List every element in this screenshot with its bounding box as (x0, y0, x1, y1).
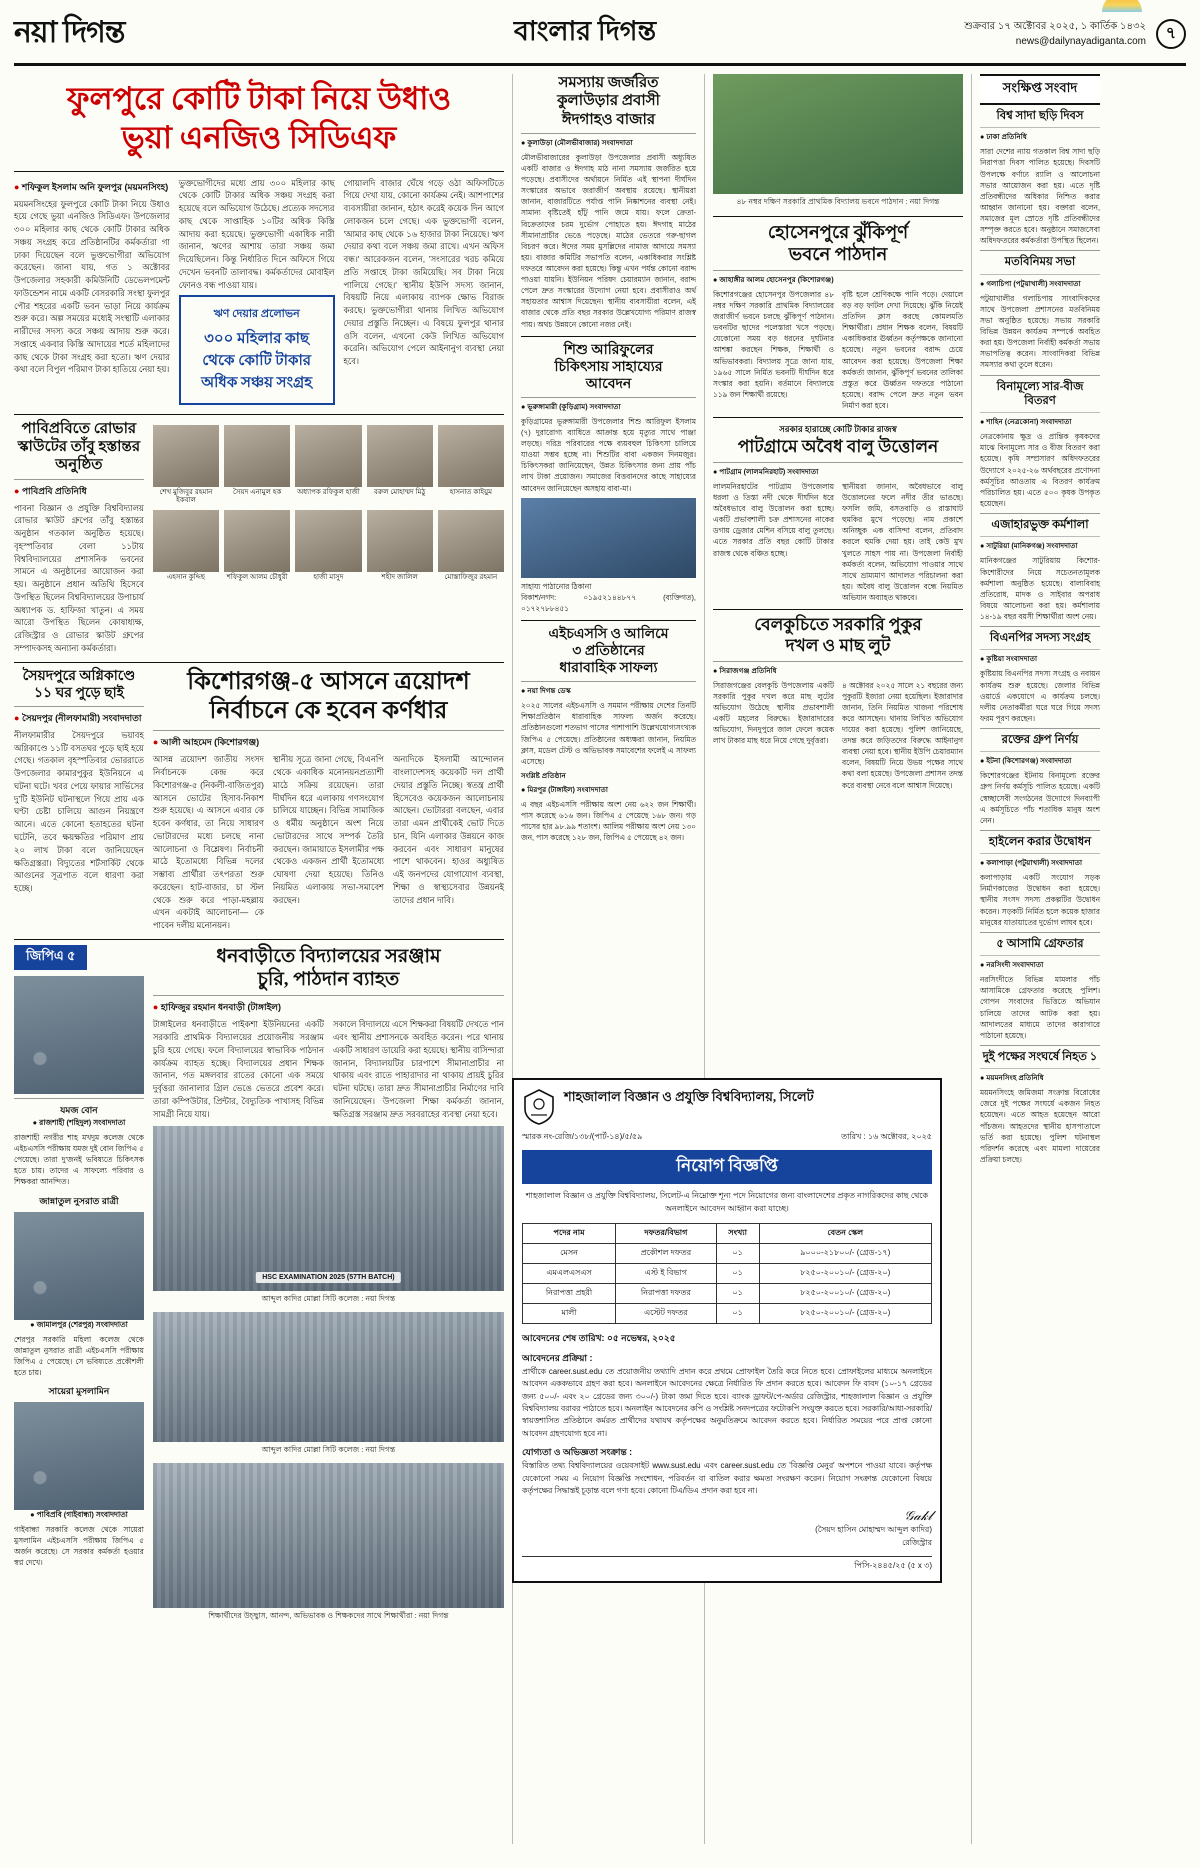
lead-col-1: ময়মনসিংহের ফুলপুরে কোটি টাকা নিয়ে উধাও হয়ে গেছে ভুয়া এনজিও সিডিএফ। উপজেলার ৩০০ মহিলার কাছ থেকে কোটি টাকার অধিক সঞ্চয় সংগ্রহ করে প্রতিষ্ঠানটির কর্মকর্তারা গা ঢাকা দিয়েছেন বলে ভুক্তভোগীরা অভিযোগ করেছেন। জানা যায়, গত ১ অক্টোবর উপজেলার সহকারী কমিউনিটি ডেভেলপমেন্ট ফাউন্ডেশন নামে একটি বেসরকারি সংস্থা ফুলপুর পৌর শহরের একটি ভবন ভাড়া নিয়ে কার্যক্রম শুরু করে। অল্প সময়ের মধ্যেই সংস্থাটি এলাকার নারীদের সদস্য করে সঞ্চয় আদায় শুরু করে। সপ্তাহে একবার কিস্তি আদায়ের শর্তে মহিলাদের কাছ থেকে টাকা সংগ্রহ করা হতো। ঋণ দেয়ার কথা বলে বিপুল পরিমাণ টাকা হাতিয়ে নেয়া হয়। (14, 198, 170, 375)
brief-news-item: বিএনপির সদস্য সংগ্রহ ● কুষ্টিয়া সংবাদদাতা কুষ্টিয়ায় বিএনপির সদস্য সংগ্রহ ও নবায়ন কার্যক্রম শুরু হয়েছে। জেলার বিভিন্ন ওয়ার্ডে একযোগে এ কার্যক্রম চলছে। দলীয় নেতাকর্মীরা ঘরে ঘরে গিয়ে সদস্য ফরম পূরণ করছেন। (980, 632, 1100, 723)
portrait-row-2 (153, 510, 504, 582)
kishoreganj-col-2: স্থানীয় সূত্রে জানা গেছে, বিএনপি থেকে একাধিক মনোনয়নপ্রত্যাশী মাঠে সক্রিয় রয়েছেন। তারা দীর্ঘদিন ধরে এলাকায় গণসংযোগ চালিয়ে যাচ্ছেন। বিভিন্ন সামাজিক ও ধর্মীয় অনুষ্ঠানে অংশ নিয়ে ভোটারদের সাথে সম্পর্ক তৈরি করছেন। জামায়াতে ইসলামীর পক্ষ থেকেও একজন প্রার্থী ইতোমধ্যে ঘোষণা দেয়া হয়েছে। তিনিও নিয়মিত এলাকায় সভা-সমাবেশ করছেন। (272, 754, 384, 905)
portrait-item: মোস্তাফিজুর রহমান (438, 510, 504, 582)
kishoreganj-headline: কিশোরগঞ্জ-৫ আসনে ত্রয়োদশ নির্বাচনে কে হবেন কর্ণধার (187, 668, 470, 724)
brief-news-item: বিশ্ব সাদা ছড়ি দিবস ● ঢাকা প্রতিনিধি সারা দেশের ন্যায় গতকাল বিশ্ব সাদা ছড়ি নিরাপত্তা দিবস পালিত হয়েছে। দিবসটি উপলক্ষে বর্ণাঢ্য র‍্যালি ও আলোচনা সভার আয়োজন করা হয়। এতে দৃষ্টি প্রতিবন্ধীদের অধিকার নিশ্চিত করার আহ্বান জানানো হয়। বক্তারা বলেন, সমাজের মূল স্রোতে দৃষ্টি প্রতিবন্ধীদের সম্পৃক্ত করতে হবে। অনুষ্ঠানে সমাজসেবা অধিদফতরের কর্মকর্তারা উপস্থিত ছিলেন। (980, 110, 1100, 246)
patgram-col-2: স্থানীয়রা জানান, অবৈধভাবে বালু উত্তোলনের ফলে নদীর তীর ভাঙছে। ফসলি জমি, বসতবাড়ি ও রাস্তাঘাট হুমকির মুখে পড়েছে। নাম প্রকাশে অনিচ্ছুক এক বাসিন্দা বলেন, প্রতিবাদ করলে হুমকি দেয়া হয়। তাই কেউ মুখ খুলতে সাহস পায় না। উপজেলা নির্বাহী কর্মকর্তা বলেন, অভিযোগ পাওয়ার সাথে সাথে ভ্রাম্যমাণ আদালত পরিচালনা করা হয়। অবৈধ বালু উত্তোলন বন্ধে নিয়মিত অভিযান অব্যাহত থাকবে। (842, 481, 963, 602)
ad-university-name: শাহজালাল বিজ্ঞান ও প্রযুক্তি বিশ্ববিদ্যালয়, সিলেট (564, 1089, 814, 1104)
kulaura-byline: ● কুলাউড়া (মৌলভীবাজার) সংবাদদাতা (521, 137, 633, 147)
kulaura-headline: সমস্যায় জর্জরিত কুলাউড়ার প্রবাসী ঈদগাহও বাজার (557, 75, 660, 128)
kishoreganj-block (14, 668, 504, 932)
hsc-batch-photo (153, 1126, 504, 1291)
shishu-text: কুড়িগ্রামের ভূরুঙ্গামারী উপজেলার শিশু আরিফুল ইসলাম (৭) দুরারোগ্য ব্যাধিতে আক্রান্ত হয়ে মৃত্যুর সাথে পাঞ্জা লড়ছে। দরিদ্র পরিবারের পক্ষে ব্যয়বহুল চিকিৎসা চালিয়ে যাওয়া সম্ভব হচ্ছে না। শিশুটির বাবা একজন দিনমজুর। চিকিৎসকরা জানিয়েছেন, উন্নত চিকিৎসার জন্য প্রায় পাঁচ লাখ টাকা প্রয়োজন। সমাজের বিত্তবানদের কাছে সাহায্যের আবেদন জানিয়েছেন অসহায় বাবা-মা। (521, 416, 696, 493)
belkuchi-byline: ● সিরাজগঞ্জ প্রতিনিধি (713, 665, 777, 675)
masthead (14, 10, 1186, 66)
recruitment-advertisement (512, 1078, 942, 1583)
ad-intro: শাহজালাল বিজ্ঞান ও প্রযুক্তি বিশ্ববিদ্যালয়, সিলেট-এ নিম্নোক্ত শূন্য পদে নিয়োগের জন্য বাংলাদেশের প্রকৃত নাগরিকদের কাছ থেকে অনলাইনে আবেদন আহ্বান করা যাচ্ছে। (525, 1191, 929, 1213)
issue-date: শুক্রবার ১৭ অক্টোবর ২০২৫, ১ কার্তিক ১৪৩২ (964, 20, 1146, 32)
portrait-item: হাসনাত কাইয়ুম (438, 425, 504, 506)
dhanbari-section (153, 945, 504, 1625)
portrait-item: শহীদ জালিল (367, 510, 433, 582)
rover-byline: ● পাবিপ্রবি প্রতিনিধি (14, 485, 87, 496)
gpa-text: শেরপুর সরকারি মহিলা কলেজ থেকে জান্নাতুল নুসরাত রাত্রী এইচএসসি পরীক্ষায় জিপিএ ৫ পেয়েছে। সে ভবিষ্যতে প্রকৌশলী হতে চায়। (14, 1334, 144, 1377)
brief-news-item: ৫ আসামি গ্রেফতার ● নরসিংদী সংবাদদাতা নরসিংদীতে বিভিন্ন মামলার পাঁচ আসামিকে গ্রেফতার করেছে পুলিশ। গোপন সংবাদের ভিত্তিতে অভিযান চালিয়ে তাদের আটক করা হয়। আদালতের মাধ্যমে তাদের কারাগারে পাঠানো হয়েছে। (980, 937, 1100, 1040)
hossainpur-col-1: কিশোরগঞ্জের হোসেনপুর উপজেলার ৪৮ নম্বর দক্ষিণ সরকারি প্রাথমিক বিদ্যালয়ের জরাজীর্ণ ভবনে চলছে ঝুঁকিপূর্ণ পাঠদান। ভবনটির ছাদের পলেস্তারা খসে পড়ছে। যেকোনো সময় বড় ধরনের দুর্ঘটনার আশঙ্কা করছেন শিক্ষক, শিক্ষার্থী ও অভিভাবকরা। বিদ্যালয় সূত্রে জানা যায়, ১৯৬৫ সালে নির্মিত ভবনটি দীর্ঘদিন ধরে সংস্কার করা হয়নি। বর্তমানে বিদ্যালয়ে ১১৯ জন শিক্ষার্থী রয়েছে। (713, 289, 834, 399)
dhanbari-col-2: সকালে বিদ্যালয়ে এসে শিক্ষকরা বিষয়টি দেখতে পান এবং স্থানীয় প্রশাসনকে অবহিত করেন। পরে থানায় একটি সাধারণ ডায়েরি করা হয়েছে। স্থানীয় বাসিন্দারা জানান, বিদ্যালয়টির চারপাশে সীমানাপ্রাচীর না থাকায় এবং রাতে পাহারাদার না থাকায় প্রায়ই চুরির ঘটনা ঘটছে। তারা দ্রুত সীমানাপ্রাচীর নির্মাণের দাবি জানিয়েছেন। উপজেলা শিক্ষা কর্মকর্তা জানান, ক্ষতিগ্রস্ত সরঞ্জাম দ্রুত সরবরাহের ব্যবস্থা নেয়া হবে। (332, 1019, 504, 1119)
students-photo-caption: শিক্ষার্থীদের উচ্ছ্বাস, আনন্দ, অভিভাবক ও শিক্ষকদের সাথে শিক্ষার্থীরা : নয়া দিগন্ত (208, 1611, 449, 1621)
students-photo (153, 1463, 504, 1608)
belkuchi-col-2: ৪ অক্টোবর ২০২৫ সালে ২১ বছরের জন্য পুকুরটি ইজারা নেয়া হয়েছিল। ইজারাদার জানান, তিনি নিয়মিত খাজনা পরিশোধ করে আসছেন। থানায় লিখিত অভিযোগ দায়ের করা হয়েছে। পুলিশ জানিয়েছে, তদন্ত করে জড়িতদের বিরুদ্ধে আইনানুগ ব্যবস্থা নেয়া হবে। স্থানীয় ইউপি চেয়ারম্যান বলেন, বিষয়টি নিয়ে উভয় পক্ষের সাথে কথা বলা হয়েছে। উপজেলা প্রশাসন তদন্ত করে ব্যবস্থা নেবে বলে আশ্বাস দিয়েছে। (842, 680, 963, 790)
shishu-headline: শিশু আরিফুলের চিকিৎসায় সাহায্যের আবেদন (554, 342, 663, 392)
gpa-sub: ● পাবিপ্রবি (গাইবান্ধা) সংবাদদাতা (30, 1509, 128, 1519)
ad-qualification-heading: যোগ্যতা ও অভিজ্ঞতা সংক্রান্ত : (522, 1447, 633, 1458)
col-pay-scale: বেতন স্কেল (759, 1223, 931, 1243)
syedpur-text: নীলফামারীর সৈয়দপুরে ভয়াবহ অগ্নিকাণ্ডে ১১টি বসতঘর পুড়ে ছাই হয়ে গেছে। গতকাল বৃহস্পতিবার ভোররাতে উপজেলার কামারপুকুর ইউনিয়নে এ ঘটনা ঘটে। খবর পেয়ে ফায়ার সার্ভিসের দু’টি ইউনিট ঘটনাস্থলে গিয়ে প্রায় এক ঘণ্টা চেষ্টা চালিয়ে আগুন নিয়ন্ত্রণে আনে। এতে কোনো হতাহতের ঘটনা ঘটেনি, তবে ক্ষয়ক্ষতির পরিমাণ প্রায় ২০ লাখ টাকা বলে জানিয়েছেন ক্ষতিগ্রস্তরা। বিদ্যুতের শর্টসার্কিট থেকে আগুনের সূত্রপাত বলে ধারণা করা হচ্ছে। (14, 729, 144, 894)
portrait-row-1 (153, 425, 504, 506)
signature-mark: 𝒢𝒶𝓀𝓁 (904, 1507, 932, 1523)
hsc-institution-label: সংশ্লিষ্ট প্রতিষ্ঠান (521, 770, 566, 780)
gpa-photo (14, 1212, 144, 1320)
gpa-sub: ● রাজশাহী (শহিদুল) সংবাদদাতা (32, 1117, 126, 1127)
ad-meta (522, 1131, 932, 1144)
ad-title: নিয়োগ বিজ্ঞপ্তি (522, 1150, 932, 1184)
gpa-sub: ● জামালপুর (শেরপুর) সংবাদদাতা (30, 1319, 128, 1329)
kishoreganj-byline: ● আলী আহমেদ (কিশোরগঞ্জ) (152, 737, 260, 748)
portrait-item: শফিকুল আলম চৌধুরী (224, 510, 290, 582)
contact-email: news@dailynayadiganta.com (1015, 35, 1146, 47)
ad-date: তারিখ : ১৬ অক্টোবর, ২০২৫ (841, 1132, 932, 1141)
shishu-contact-label: সাহায্য পাঠানোর ঠিকানা (521, 581, 592, 591)
newspaper-logo (14, 8, 314, 59)
col-count: সংখ্যা (716, 1223, 759, 1243)
brief-news-item: বিনামূল্যে সার-বীজ বিতরণ ● শাহিন (নেত্রকোনা) সংবাদদাতা নেত্রকোনায় ক্ষুদ্র ও প্রান্তিক কৃষকদের মাঝে বিনামূল্যে সার ও বীজ বিতরণ করা হয়েছে। কৃষি সম্প্রসারণ অধিদফতরের উদ্যোগে ২০২৫-২৬ অর্থবছরের প্রণোদনা কর্মসূচির আওতায় এ বিতরণ কার্যক্রম পরিচালিত হয়। এতে ৫০০ কৃষক উপকৃত হয়েছেন। (980, 380, 1100, 508)
sun-icon (1102, 0, 1142, 12)
hsc-institution: ● মিরপুর (টাঙ্গাইল) সংবাদদাতা (521, 784, 608, 794)
table-row: মালী এস্টেট দফতর ০১ ৮২৫০-২০০১০/- (গ্রেড-২০) (523, 1303, 932, 1323)
hsc-photo-caption: আব্দুল কাদির মোল্লা সিটি কলেজ : নয়া দিগন্ত (261, 1294, 396, 1304)
gpa-item (14, 1194, 144, 1378)
hsc-batch-badge: HSC EXAMINATION 2025 (57TH BATCH) (256, 1272, 400, 1283)
hsc-detail: এ বছর এইচএসসি পরীক্ষায় অংশ নেয় ৬২২ জন শিক্ষার্থী। পাস করেছে ৬১৬ জন। জিপিএ ৫ পেয়েছে ১৬৮ জন। গড় পাসের হার ৯৮.৯৯ শতাংশ। আলিম পরীক্ষায় অংশ নেয় ১৩০ জন, পাস করেছে ১২৮ জন, জিপিএ ৫ পেয়েছে ৪২ জন। (521, 799, 696, 843)
lead-byline: ● শফিকুল ইসলাম অনি ফুলপুর (ময়মনসিংহ) (14, 181, 169, 192)
brief-news-item: রক্তের গ্রুপ নির্ণয় ● ইটনা (কিশোরগঞ্জ) সংবাদদাতা কিশোরগঞ্জের ইটনায় বিনামূল্যে রক্তের গ্রুপ নির্ণয় কর্মসূচি পালিত হয়েছে। একটি স্বেচ্ছাসেবী সংগঠনের উদ্যোগে দিনব্যাপী এ কর্মসূচিতে পাঁচ শতাধিক মানুষ অংশ নেন। (980, 733, 1100, 825)
gpa-photo (14, 1402, 144, 1510)
hsc-text: ২০২৫ সালের এইচএসসি ও সমমান পরীক্ষায় দেশের তিনটি শিক্ষাপ্রতিষ্ঠান ধারাবাহিক সাফল্য অর্জন করেছে। প্রতিষ্ঠানগুলো শতভাগ পাসের পাশাপাশি উল্লেখযোগ্যসংখ্যক জিপিএ ৫ পেয়েছে। প্রতিষ্ঠানের অধ্যক্ষরা জানান, নিয়মিত ক্লাস, মডেল টেস্ট ও অভিভাবক সমাবেশের ফলেই এ সাফল্য এসেছে। (521, 701, 696, 766)
brief-news-item: মতবিনিময় সভা ● গলাচিপা (পটুয়াখালী) সংবাদদাতা পটুয়াখালীর গলাচিপায় সাংবাদিকদের সাথে উপজেলা প্রশাসনের মতবিনিময় সভা অনুষ্ঠিত হয়েছে। সভায় সরকারি বিভিন্ন উন্নয়ন কার্যক্রম সম্পর্কে অবহিত করা হয়। উপজেলা নির্বাহী কর্মকর্তা সভায় সভাপতিত্ব করেন। সাংবাদিকরা বিভিন্ন সমস্যার কথা তুলে ধরেন। (980, 256, 1100, 370)
gpa-name: জান্নাতুল নুসরাত রাত্রী (39, 1195, 119, 1206)
madrasa-photo (153, 1312, 504, 1442)
table-row: মেসন প্রকৌশল দফতর ০১ ৯০০০-২১৮০০/- (গ্রেড-১৭) (523, 1243, 932, 1263)
portrait-item: অধ্যাপক রফিকুল হাজী (295, 425, 361, 506)
column-main (14, 74, 504, 1844)
university-logo-icon (522, 1088, 556, 1126)
shishu-byline: ● ভূরুঙ্গামারী (কুড়িগ্রাম) সংবাদদাতা (521, 401, 621, 411)
logo-text: নয়া দিগন্ত (14, 16, 125, 49)
brief-news-item: এজাহারভুক্ত কর্মশালা ● সাটুরিয়া (মানিকগঞ্জ) সংবাদদাতা মানিকগঞ্জের সাটুরিয়ায় কিশোর-কিশোরীদের নিয়ে সচেতনতামূলক কর্মশালা অনুষ্ঠিত হয়েছে। বাল্যবিবাহ প্রতিরোধ, মাদক ও সাইবার অপরাধ বিষয়ে আলোচনা করা হয়। কর্মশালায় ১৪-১৯ বছর বয়সী শিক্ষার্থীরা অংশ নেয়। (980, 519, 1100, 621)
portrait-item: হাজী মাসুদ (295, 510, 361, 582)
gpa-badge: জিপিএ ৫ (14, 945, 87, 970)
madrasa-photo-caption: আব্দুল কাদির মোল্লা সিটি কলেজ : নয়া দিগন্ত (261, 1445, 396, 1455)
ad-ref-code: পিসি-২৪৪৫/২৫ (৫ x ৩) (854, 1560, 932, 1570)
patgram-col-1: লালমনিরহাটের পাটগ্রাম উপজেলায় ধরলা ও তিস্তা নদী থেকে দীর্ঘদিন ধরে অবৈধভাবে বালু উত্তোলন করা হচ্ছে। একটি প্রভাবশালী চক্র প্রশাসনের নাকের ডগায় ড্রেজার মেশিন বসিয়ে বালু তুলছে। এতে সরকার প্রতি বছর কোটি টাকার রাজস্ব থেকে বঞ্চিত হচ্ছে। (713, 481, 834, 558)
ad-qualification-text: বিস্তারিত তথ্য বিশ্ববিদ্যালয়ের ওয়েবসাইট www.sust.edu এবং career.sust.edu তে 'বিজ্ঞপ্তি মেনুর' অপশনে পাওয়া যাবে। কর্তৃপক্ষ যেকোনো সময় এ নিয়োগ বিজ্ঞপ্তি সংশোধন, পরিবর্তন বা বাতিল করার ক্ষমতা সংরক্ষণ করেন। নিয়োগ সংক্রান্ত যেকোনো বিষয়ে কর্তৃপক্ষের সিদ্ধান্তই চূড়ান্ত বলে গণ্য হবে। কোনো টিএ/ডিএ প্রদান করা হবে না। (522, 1461, 932, 1496)
syedpur-headline: সৈয়দপুরে অগ্নিকাণ্ডে ১১ ঘর পুড়ে ছাই (22, 668, 136, 701)
table-row: এমএলএসএস এস্ট ই বিভাগ ০১ ৮২৫০-২০০১০/- (গ্রেড-২০) (523, 1263, 932, 1283)
ad-procedure-text: প্রার্থীকে career.sust.edu তে প্রয়োজনীয় তথ্যাদি প্রদান করে প্রথমে প্রোফাইল তৈরি করে নিতে হবে। প্রোফাইলের মাধ্যমে অনলাইনে আবেদন এককভাবে গ্রহণ করা হবে। অনলাইনে আবেদনের ক্ষেত্রে নির্ধারিত ফি প্রদান করতে হবে। আবেদন ফি বাবদ (১০-১৭ গ্রেডের জন্য ৫০০/- এবং ২০ গ্রেডের জন্য ৩০০/-) টাকা জমা দিতে হবে। ব্যাংক ড্রাফট/পে-অর্ডার রেজিস্ট্রার, শাহজালাল বিজ্ঞান ও প্রযুক্তি বিশ্ববিদ্যালয় বরাবর পাঠাতে হবে। অনলাইন আবেদনের কপি ও সংশ্লিষ্ট সনদপত্রের ফটোকপি সংযুক্ত করতে হবে। সরকারি/আধা-সরকারি/স্বায়ত্তশাসিত প্রতিষ্ঠানে কর্মরত প্রার্থীদের যথাযথ কর্তৃপক্ষের অনুমতিক্রমে আবেদন করতে হবে। নির্ধারিত সময়ের পরে প্রাপ্ত কোনো আবেদন গ্রহণযোগ্য হবে না। (522, 1366, 932, 1438)
col-post-name: পদের নাম (523, 1223, 616, 1243)
portrait-item: এহসান কুদ্দিছ (153, 510, 219, 582)
ad-positions-table (522, 1223, 932, 1324)
syedpur-byline: ● সৈয়দপুর (নীলফামারী) সংবাদদাতা (14, 712, 142, 723)
gpa-and-dhanbari (14, 945, 504, 1625)
col-department: দফতর/বিভাগ (616, 1223, 717, 1243)
brief-news-section-title: সংক্ষিপ্ত সংবাদ (980, 74, 1100, 105)
school-photo-caption: ৪৮ নম্বর দক্ষিণ সরকারি প্রাথমিক বিদ্যালয় ভবনে পাঠদান : নয়া দিগন্ত (736, 197, 940, 206)
dhanbari-col-1: টাঙ্গাইলের ধনবাড়ীতে পাইকশা ইউনিয়নের একটি সরকারি প্রাথমিক বিদ্যালয়ের প্রয়োজনীয় সরঞ্জাম চুরি হয়ে গেছে। ফলে বিদ্যালয়ের স্বাভাবিক পাঠদান কার্যক্রম ব্যাহত হচ্ছে। বিদ্যালয়ের প্রধান শিক্ষক জানান, গত মঙ্গলবার রাতের কোনো এক সময়ে দুর্বৃত্তরা জানালার গ্রিল ভেঙে ভেতরে প্রবেশ করে। তারা কম্পিউটার, প্রিন্টার, বৈদ্যুতিক পাখাসহ বিভিন্ন সামগ্রী নিয়ে যায়। (152, 1019, 324, 1119)
gpa-item (14, 976, 144, 1188)
gpa-text: রাজশাহী নগরীর শাহ মখদুম কলেজ থেকে এইচএসসি পরীক্ষায় যমজ দুই বোন জিপিএ ৫ পেয়েছে। তারা দু’জনই ভবিষ্যতে চিকিৎসক হতে চায়। তাদের এ সাফল্যে পরিবার ও শিক্ষকরা আনন্দিত। (14, 1132, 144, 1187)
lead-pullquote: ঋণ দেয়ার প্রলোভন ৩০০ মহিলার কাছ থেকে কোটি টাকার অধিক সঞ্চয় সংগ্রহ (179, 295, 335, 404)
ad-header (522, 1088, 932, 1126)
gpa-name: সায়েরা মুসলামিন (48, 1385, 110, 1396)
lead-article (14, 177, 504, 409)
belkuchi-col-1: সিরাজগঞ্জের বেলকুচি উপজেলায় একটি সরকারি পুকুর দখল করে মাছ লুটের অভিযোগ উঠেছে স্থানীয় প্রভাবশালী একটি মহলের বিরুদ্ধে। ইজারাদারের অভিযোগ, দিনদুপুরে জাল ফেলে কয়েক লাখ টাকার মাছ ধরে নিয়ে গেছে দুর্বৃত্তরা। (713, 680, 834, 746)
table-row: নিরাপত্তা প্রহরী নিরাপত্তা দফতর ০১ ৮২৫০-২০০১০/- (গ্রেড-২০) (523, 1283, 932, 1303)
ad-memo-number: স্মারক নং-রেজি/১৩৮/(পার্ট-১৪)/৫/৫৯ (522, 1132, 643, 1141)
kishoreganj-col-1: আসন্ন ত্রয়োদশ জাতীয় সংসদ নির্বাচনকে কেন্দ্র করে কিশোরগঞ্জ-৫ (নিকলী-বাজিতপুর) আসনে ভোটের হিসাব-নিকাশ শুরু হয়েছে। এ আসনে এবার কে হবেন কর্ণধার, তা নিয়ে সাধারণ ভোটারদের মধ্যে চলছে নানা আলোচনা ও বিশ্লেষণ। নির্বাচনী মাঠে ইতোমধ্যে বিভিন্ন দলের সম্ভাব্য প্রার্থীরা তৎপরতা শুরু করেছেন। হাট-বাজার, চা স্টল থেকে শুরু করে পাড়া-মহল্লায় এখন একটাই আলোচনা— কে পাবেন দলীয় মনোনয়ন। (152, 754, 264, 931)
gpa-text: গাইবান্ধা সরকারি কলেজ থেকে সায়েরা মুসলামিন এইচএসসি পরীক্ষায় জিপিএ ৫ অর্জন করেছে। সে সরকার কর্মকর্তা হওয়ার স্বপ্ন দেখে। (14, 1524, 144, 1568)
hsc-byline: ● নয়া দিগন্ত ডেস্ক (521, 686, 571, 696)
portrait-item: বরুল মোহাম্মদ মিঠু (367, 425, 433, 506)
hsc-headline: এইচএসসি ও আলিমে ৩ প্রতিষ্ঠানের ধারাবাহিক সাফল্য (548, 626, 669, 677)
kishoreganj-col-3: অন্যদিকে ইসলামী আন্দোলন বাংলাদেশসহ কয়েকটি দল প্রার্থী দেয়ার প্রস্তুতি নিচ্ছে। স্বতন্ত্র প্রার্থী হিসেবেও কয়েকজন আলোচনায় আছেন। ভোটাররা বলছেন, এবার তারা এমন প্রার্থীকেই ভোট দিতে চান, যিনি এলাকার উন্নয়নে কাজ করবেন এবং সাধারণ মানুষের পাশে থাকবেন। হাওর অধ্যুষিত এই জনপদের যোগাযোগ ব্যবস্থা, শিক্ষা ও স্বাস্থ্যসেবার উন্নয়নই তাদের প্রধান দাবি। (392, 754, 505, 905)
shishu-contact: বিকাশ/নগদ: ০১৯৫২১৪৪৮৭৭ (ব্যক্তিগত), ০১৭২৭৮৮৪৫১ (521, 592, 696, 613)
dhanbari-headline: ধনবাড়ীতে বিদ্যালয়ের সরঞ্জাম চুরি, পাঠদান ব্যাহত (216, 945, 441, 991)
portrait-item: শেখ মুজিবুর রহমান ইকবাল (153, 425, 219, 506)
rover-headline: পাবিপ্রবিতে রোভার স্কাউটের তাঁবু হস্তান্তর অনুষ্ঠিত (17, 420, 141, 474)
ad-signature-name: (সৈয়দ হাসিন মোহাম্মদ আব্দুল কাদির) (815, 1524, 932, 1534)
page-number: ৭ (1156, 19, 1186, 49)
patgram-byline: ● পাটগ্রাম (লালমনিরহাট) সংবাদদাতা (713, 466, 819, 476)
lead-col-2: ভুক্তভোগীদের মধ্যে প্রায় ৩০০ মহিলার কাছ থেকে কোটি টাকার অধিক সঞ্চয় সংগ্রহ করা হয়েছে বলে অভিযোগ উঠেছে। প্রত্যেক সদস্যের কাছ থেকে সাপ্তাহিক ১০টির অধিক কিস্তি আদায় করা হয়েছে। ভুক্তভোগী একাধিক নারী জানান, ঋণের আশায় তারা সঞ্চয় জমা দিয়েছিলেন। কিন্তু নির্ধারিত দিনে অফিসে গিয়ে দেখেন ভবনটি তালাবদ্ধ। কর্মকর্তাদের মোবাইল ফোনও বন্ধ পাওয়া যায়। (178, 177, 335, 290)
ad-deadline: আবেদনের শেষ তারিখ: ০৫ নভেম্বর, ২০২৫ (522, 1332, 676, 1343)
brief-news-item: হাইলেন করার উদ্বোধন ● কলাপাড়া (পটুয়াখালী) সংবাদদাতা কলাপাড়ায় একটি সংযোগ সড়ক নির্মাণকাজের উদ্বোধন করা হয়েছে। স্থানীয় সংসদ সদস্য প্রকল্পটির উদ্বোধন করেন। সড়কটি নির্মিত হলে কয়েক হাজার মানুষের যাতায়াতের দুর্ভোগ লাঘব হবে। (980, 835, 1100, 927)
brief-news-item: দুই পক্ষের সংঘর্ষে নিহত ১ ● ময়মনসিংহ প্রতিনিধি ময়মনসিংহে জমিজমা সংক্রান্ত বিরোধের জেরে দুই পক্ষের সংঘর্ষে একজন নিহত হয়েছেন। এতে আহত হয়েছেন আরো পাঁচজন। আহতদের স্থানীয় হাসপাতালে ভর্তি করা হয়েছে। পুলিশ ঘটনাস্থল পরিদর্শন করেছে এবং মামলা দায়েরের প্রক্রিয়া চলছে। (980, 1050, 1100, 1164)
ad-signature-title: রেজিস্ট্রার (902, 1537, 932, 1547)
ad-footer (522, 1556, 932, 1573)
lead-col-3: গোয়ালদি বাজার ঘেঁষে গড়ে ওঠা অফিসটিতে গিয়ে দেখা যায়, কোনো কার্যক্রম নেই। আশপাশের ব্যবসায়ীরা জানান, হঠাৎ করেই কয়েক দিন আগে লোকজন চলে গেছে। এক ভুক্তভোগী বলেন, 'আমার কাছ থেকে ১৬ হাজার টাকা নিয়েছে। ঋণ দেয়ার কথা বলে সঞ্চয় জমা রাখে। এখন অফিস বন্ধ।' আরেকজন বলেন, 'সংসারের খরচ কমিয়ে প্রতি সপ্তাহে টাকা জমিয়েছি। সব টাকা নিয়ে পালিয়ে গেছে।' স্থানীয় ইউপি সদস্য জানান, বিষয়টি নিয়ে এলাকায় ব্যাপক ক্ষোভ বিরাজ করছে। ভুক্তভোগীরা থানায় লিখিত অভিযোগ দেয়ার প্রস্তুতি নিচ্ছেন। এ বিষয়ে ফুলপুর থানার ওসি বলেন, এখনো কেউ লিখিত অভিযোগ করেনি। অভিযোগ পেলে আইনানুগ ব্যবস্থা নেয়া হবে। (343, 177, 505, 367)
table-header-row (523, 1223, 932, 1243)
rover-and-portraits (14, 420, 504, 655)
patgram-headline: পাটগ্রামে অবৈধ বালু উত্তোলন (737, 437, 939, 457)
dhanbari-byline: ● হাফিজুর রহমান ধনবাড়ী (টাঙ্গাইল) (152, 1002, 281, 1013)
gpa-photo (14, 976, 144, 1094)
gpa-name: যমজ বোন (60, 1104, 98, 1115)
belkuchi-headline: বেলকুচিতে সরকারি পুকুর দখল ও মাছ লুট (754, 615, 922, 655)
ad-procedure-heading: আবেদনের প্রক্রিয়া : (522, 1352, 593, 1363)
patgram-kicker: সরকার হারাচ্ছে কোটি টাকার রাজস্ব (779, 424, 897, 435)
column-brief-news (980, 74, 1100, 1844)
lead-headline: ফুলপুরে কোটি টাকা নিয়ে উধাও ভুয়া এনজিও সিডিএফ (66, 81, 452, 155)
ad-signature-block (522, 1508, 932, 1550)
portrait-item: সৈয়দ এনামুল হক (224, 425, 290, 506)
masthead-right (856, 19, 1186, 49)
gpa-section (14, 945, 144, 1625)
rover-text: পাবনা বিজ্ঞান ও প্রযুক্তি বিশ্ববিদ্যালয় রোভার স্কাউট গ্রুপের তাঁবু হস্তান্তর অনুষ্ঠান গতকাল অনুষ্ঠিত হয়েছে। বৃহস্পতিবার বেলা ১১টায় বিশ্ববিদ্যালয়ের প্রশাসনিক ভবনের সামনে এ অনুষ্ঠানের আয়োজন করা হয়। অনুষ্ঠানে প্রধান অতিথি হিসেবে উপস্থিত ছিলেন বিশ্ববিদ্যালয়ের উপাচার্য অধ্যাপক ড. হাফিজা খাতুন। এ সময় আরো উপস্থিত ছিলেন কোষাধ্যক্ষ, রেজিস্ট্রার ও রোভার স্কাউট গ্রুপের সম্পাদকসহ অন্যান্য কর্মকর্তারা। (14, 502, 144, 653)
section-banner-title: বাংলার দিগন্ত (513, 16, 657, 46)
hossainpur-headline: হোসেনপুরে ঝুঁকিপূর্ণ ভবনে পাঠদান (767, 222, 909, 264)
school-building-photo (713, 74, 963, 194)
hossainpur-byline: ● জাহাঙ্গীর আলম হোসেনপুর (কিশোরগঞ্জ) (713, 274, 834, 284)
kulaura-text: মৌলভীবাজারের কুলাউড়া উপজেলার প্রবাসী অধ্যুষিত একটি বাজার ও ঈদগাহ মাঠ নানা সমস্যায় জর্জরিত হয়ে পড়েছে। প্রবাসীদের অর্থায়নে নির্মিত এই স্থাপনা দীর্ঘদিন সংস্কারের অভাবে জরাজীর্ণ অবস্থায় রয়েছে। স্থানীয়রা জানান, বাজারটিতে পর্যাপ্ত পানি নিষ্কাশনের ব্যবস্থা নেই। সামান্য বৃষ্টিতেই হাঁটু পানি জমে যায়। ফলে ক্রেতা-বিক্রেতাদের চরম দুর্ভোগ পোহাতে হয়। ঈদগাহ মাঠের সীমানাপ্রাচীর ভেঙে পড়েছে। মাঠের ভেতরে গরু-ছাগল বিচরণ করে। ঈদের সময় মুসল্লিদের নামাজ আদায়ে সমস্যা হয়। বাজার কমিটির সভাপতি বলেন, একাধিকবার সংশ্লিষ্ট দফতরে আবেদন করা হয়েছে। কিন্তু এখন পর্যন্ত কোনো বরাদ্দ পাওয়া যায়নি। ইউনিয়ন পরিষদ চেয়ারম্যান জানান, বরাদ্দ পেলে দ্রুত সংস্কারের উদ্যোগ নেয়া হবে। প্রবাসীরাও অর্থ সহায়তার আশ্বাস দিয়েছেন। স্থানীয় ব্যবসায়ীরা বলেন, এই বাজার থেকে প্রতি বছর সরকার উল্লেখযোগ্য পরিমাণ রাজস্ব পায়। অথচ উন্নয়নে কোনো নজর নেই। (521, 152, 696, 329)
gpa-item (14, 1384, 144, 1568)
shishu-photo (521, 498, 696, 578)
hossainpur-col-2: বৃষ্টি হলে শ্রেণিকক্ষে পানি পড়ে। দেয়ালে বড় বড় ফাটল দেখা দিয়েছে। ঝুঁকি নিয়েই প্রতিদিন ক্লাস করছে কোমলমতি শিক্ষার্থীরা। প্রধান শিক্ষক বলেন, বিষয়টি একাধিকবার ঊর্ধ্বতন কর্তৃপক্ষকে জানানো হয়েছে। নতুন ভবনের বরাদ্দ চেয়ে আবেদন করা হয়েছে। উপজেলা শিক্ষা কর্মকর্তা জানান, ঝুঁকিপূর্ণ ভবনের তালিকা প্রস্তুত করে ঊর্ধ্বতন দফতরে পাঠানো হয়েছে। বরাদ্দ পেলে দ্রুত নতুন ভবন নির্মাণ করা হবে। (842, 289, 963, 410)
